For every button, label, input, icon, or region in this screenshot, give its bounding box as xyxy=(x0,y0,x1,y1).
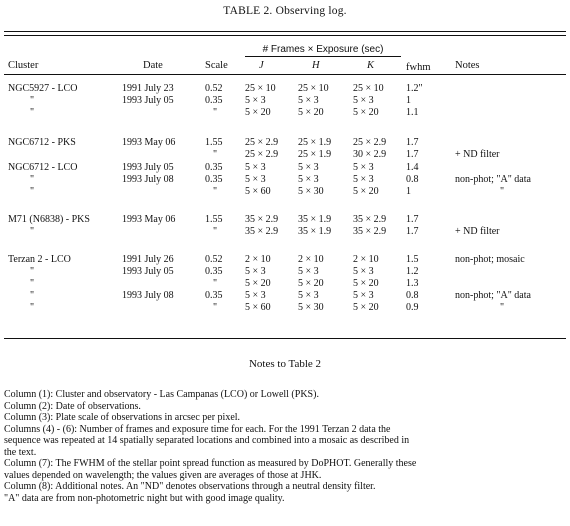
note-line: Column (3): Plate scale of observations in arcsec per pixel. xyxy=(4,412,241,423)
cell-j: 25 × 2.9 xyxy=(245,137,279,148)
cell-fwhm: 1.4 xyxy=(406,162,419,173)
cell-fwhm: 1 xyxy=(406,95,411,106)
cell-scale: 1.55 xyxy=(205,214,223,225)
cell-h: 5 × 30 xyxy=(298,186,324,197)
cell-fwhm: 1.7 xyxy=(406,214,419,225)
cell-cluster: " xyxy=(30,107,35,118)
cell-j: 5 × 3 xyxy=(245,290,266,301)
cell-date: 1991 July 26 xyxy=(122,254,174,265)
cell-date: 1993 July 05 xyxy=(122,266,174,277)
cell-cluster: " xyxy=(30,278,35,289)
cell-notes: " xyxy=(500,186,505,197)
cell-fwhm: 1.7 xyxy=(406,137,419,148)
cell-j: 5 × 20 xyxy=(245,278,271,289)
table-title: TABLE 2. Observing log. xyxy=(223,5,347,17)
cell-h: 5 × 3 xyxy=(298,95,319,106)
cell-notes: non-phot; "A" data xyxy=(455,290,531,301)
cell-h: 25 × 1.9 xyxy=(298,137,332,148)
cell-k: 35 × 2.9 xyxy=(353,214,387,225)
cell-j: 25 × 2.9 xyxy=(245,149,279,160)
cell-date: 1993 May 06 xyxy=(122,137,176,148)
cell-scale: 0.35 xyxy=(205,266,223,277)
cell-cluster: " xyxy=(30,290,35,301)
notes-title: Notes to Table 2 xyxy=(248,358,322,370)
cell-cluster: " xyxy=(30,186,35,197)
cell-notes: non-phot; "A" data xyxy=(455,174,531,185)
col-header-scale: Scale xyxy=(205,60,228,71)
cell-k: 5 × 20 xyxy=(353,186,379,197)
cell-fwhm: 1.3 xyxy=(406,278,419,289)
cell-cluster: " xyxy=(30,226,35,237)
cell-date: 1993 July 08 xyxy=(122,174,174,185)
cell-cluster: NGC6712 - LCO xyxy=(8,162,78,173)
notes-section xyxy=(4,389,566,504)
cell-k: 25 × 2.9 xyxy=(353,137,387,148)
cell-fwhm: 0.9 xyxy=(406,302,419,313)
cell-j: 25 × 10 xyxy=(245,83,276,94)
cell-cluster: " xyxy=(30,302,35,313)
cell-cluster: " xyxy=(30,266,35,277)
col-header-j: J xyxy=(259,60,264,71)
cell-h: 5 × 30 xyxy=(298,302,324,313)
cell-h: 35 × 1.9 xyxy=(298,214,332,225)
col-header-cluster: Cluster xyxy=(8,60,39,71)
col-header-k: K xyxy=(367,60,375,71)
cell-fwhm: 0.8 xyxy=(406,290,419,301)
cell-scale: " xyxy=(213,149,218,160)
col-header-notes: Notes xyxy=(455,60,480,71)
cell-date: 1991 July 23 xyxy=(122,83,174,94)
cell-scale: 0.35 xyxy=(205,174,223,185)
cell-cluster: M71 (N6838) - PKS xyxy=(8,214,90,225)
cell-fwhm: 1.7 xyxy=(406,149,419,160)
top-rule xyxy=(4,31,566,32)
note-line: sequence was repeated at 14 spatially separated locations and combined into a mosaic as described in xyxy=(4,435,410,446)
cell-k: 5 × 20 xyxy=(353,302,379,313)
cell-h: 5 × 3 xyxy=(298,174,319,185)
cell-j: 5 × 3 xyxy=(245,95,266,106)
cell-h: 35 × 1.9 xyxy=(298,226,332,237)
header-rule xyxy=(4,74,566,75)
cell-scale: 0.35 xyxy=(205,95,223,106)
cell-j: 5 × 3 xyxy=(245,266,266,277)
cell-scale: " xyxy=(213,278,218,289)
cell-fwhm: 1.7 xyxy=(406,226,419,237)
note-line: values depended on wavelength; the values given are averages of those at JHK. xyxy=(4,469,322,481)
cell-scale: 0.35 xyxy=(205,290,223,301)
cell-notes: " xyxy=(500,302,505,313)
cell-date: 1993 July 05 xyxy=(122,162,174,173)
frames-exposure-header: # Frames × Exposure (sec) xyxy=(262,44,384,55)
cell-notes: + ND filter xyxy=(455,226,500,237)
cell-scale: " xyxy=(213,302,218,313)
cell-h: 25 × 10 xyxy=(298,83,329,94)
cell-scale: 0.52 xyxy=(205,83,223,94)
cell-cluster: NGC6712 - PKS xyxy=(8,137,76,148)
cell-date: 1993 July 08 xyxy=(122,290,174,301)
cell-fwhm: 1 xyxy=(406,186,411,197)
cell-h: 25 × 1.9 xyxy=(298,149,332,160)
cell-fwhm: 1.2 xyxy=(406,266,419,277)
cell-j: 5 × 3 xyxy=(245,162,266,173)
cell-fwhm: 1.5 xyxy=(406,254,419,265)
cell-k: 5 × 3 xyxy=(353,95,374,106)
col-header-h: H xyxy=(312,60,320,71)
cell-scale: " xyxy=(213,107,218,118)
cell-cluster: " xyxy=(30,95,35,106)
note-line: Column (1): Cluster and observatory - Las Campanas (LCO) or Lowell (PKS). xyxy=(4,389,319,400)
cell-j: 5 × 60 xyxy=(245,186,271,197)
cell-cluster: Terzan 2 - LCO xyxy=(8,254,71,265)
cell-k: 5 × 3 xyxy=(353,174,374,185)
cell-cluster: " xyxy=(30,174,35,185)
cell-j: 35 × 2.9 xyxy=(245,214,279,225)
cell-fwhm: 1.2" xyxy=(406,83,423,94)
note-line: Column (7): The FWHM of the stellar point spread function as measured by DoPHOT. Generally these xyxy=(4,458,417,469)
cell-fwhm: 1.1 xyxy=(406,107,419,118)
cell-notes: + ND filter xyxy=(455,149,500,160)
cell-h: 5 × 3 xyxy=(298,266,319,277)
cell-k: 5 × 3 xyxy=(353,266,374,277)
cell-j: 5 × 3 xyxy=(245,174,266,185)
cell-scale: 0.52 xyxy=(205,254,223,265)
cell-cluster: NGC5927 - LCO xyxy=(8,83,78,94)
cell-k: 5 × 3 xyxy=(353,162,374,173)
cell-fwhm: 0.8 xyxy=(406,174,419,185)
note-line: Column (2): Date of observations. xyxy=(4,400,141,412)
cell-scale: " xyxy=(213,226,218,237)
cell-date: 1993 May 06 xyxy=(122,214,176,225)
cell-h: 5 × 20 xyxy=(298,278,324,289)
cell-scale: " xyxy=(213,186,218,197)
cell-k: 5 × 20 xyxy=(353,278,379,289)
cell-j: 5 × 20 xyxy=(245,107,271,118)
col-header-fwhm: fwhm xyxy=(406,62,431,73)
cell-h: 2 × 10 xyxy=(298,254,324,265)
top-rule-double xyxy=(4,35,566,36)
cell-h: 5 × 20 xyxy=(298,107,324,118)
cell-h: 5 × 3 xyxy=(298,290,319,301)
span-underline xyxy=(245,56,401,57)
cell-k: 35 × 2.9 xyxy=(353,226,387,237)
cell-h: 5 × 3 xyxy=(298,162,319,173)
col-header-date: Date xyxy=(143,60,163,71)
bottom-rule xyxy=(4,338,566,339)
cell-scale: 1.55 xyxy=(205,137,223,148)
cell-j: 35 × 2.9 xyxy=(245,226,279,237)
cell-scale: 0.35 xyxy=(205,162,223,173)
cell-k: 30 × 2.9 xyxy=(353,149,387,160)
cell-date: 1993 July 05 xyxy=(122,95,174,106)
cell-j: 5 × 60 xyxy=(245,302,271,313)
note-line: the text. xyxy=(4,446,37,458)
cell-k: 2 × 10 xyxy=(353,254,379,265)
cell-k: 5 × 3 xyxy=(353,290,374,301)
note-line: "A" data are from non-photometric night but with good image quality. xyxy=(4,492,285,504)
cell-j: 2 × 10 xyxy=(245,254,271,265)
cell-k: 25 × 10 xyxy=(353,83,384,94)
cell-k: 5 × 20 xyxy=(353,107,379,118)
note-line: Columns (4) - (6): Number of frames and exposure time for each. For the 1991 Terzan 2 data the xyxy=(4,423,391,435)
note-line: Column (8): Additional notes. An "ND" denotes observations through a neutral density filter. xyxy=(4,481,376,492)
cell-notes: non-phot; mosaic xyxy=(455,254,525,265)
